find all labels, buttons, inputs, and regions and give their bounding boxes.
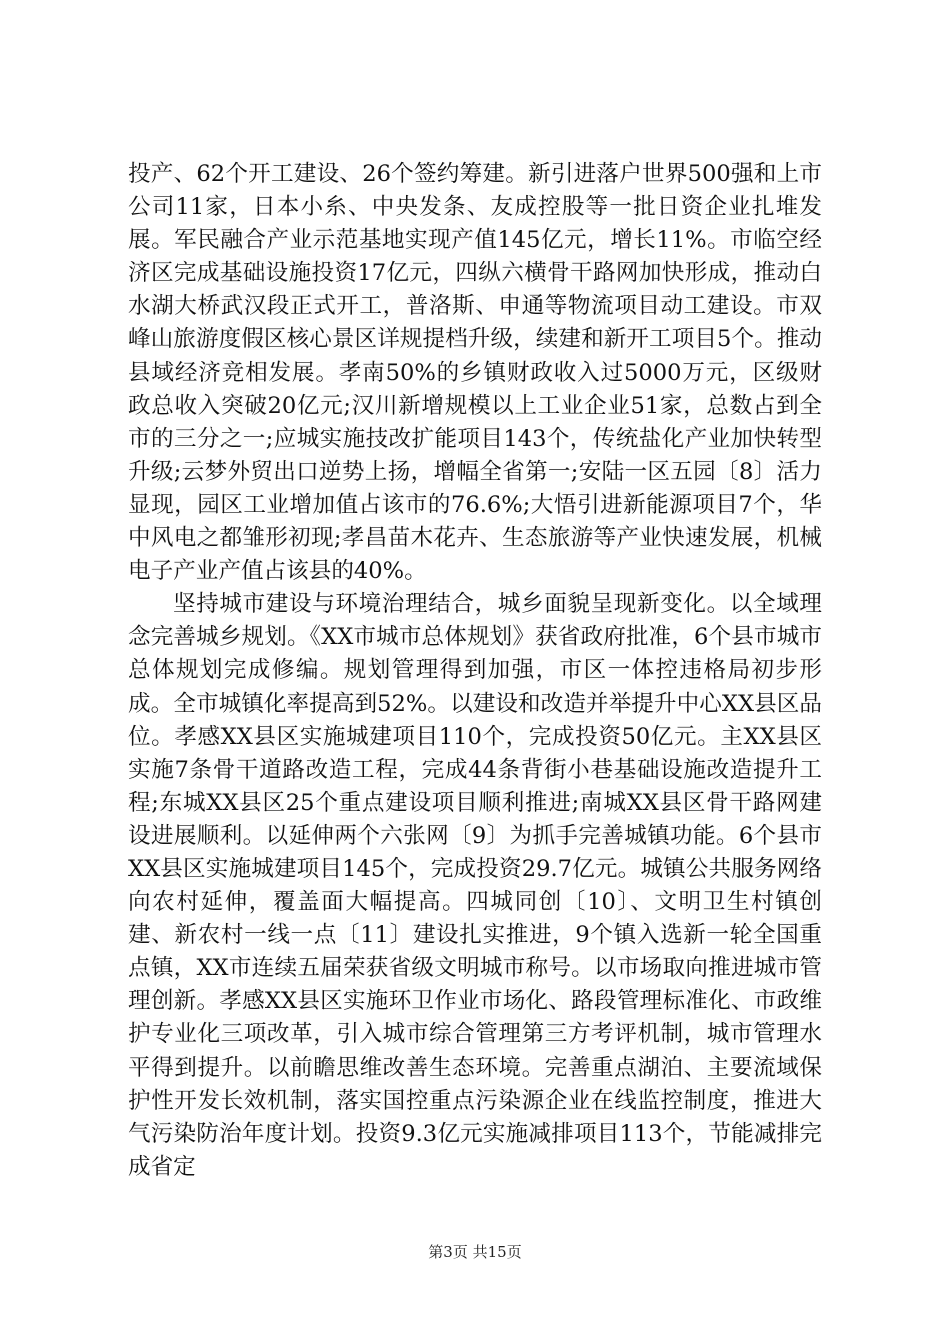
page-number-footer: 第3页 共15页 <box>428 1243 522 1261</box>
paragraph-urban-construction: 坚持城市建设与环境治理结合，城乡面貌呈现新变化。以全域理念完善城乡规划。《XX市城市总体规划》获省政府批准，6个县市城市总体规划完成修编。规划管理得到加强，市区一体控违格局初步形成。全市城镇化率提高到52%。以建设和改造并举提升中心XX县区品位。孝感XX县区实施城建项目110个，完成投资50亿元。主XX县区实施7条骨干道路改造工程，完成44条背街小巷基础设施改造提升工程;东城XX县区25个重点建设项目顺利推进;南城XX县区骨干路网建设进展顺利。以延伸两个六张网〔9〕为抓手完善城镇功能。6个县市XX县区实施城建项目145个，完成投资29.7亿元。城镇公共服务网络向农村延伸，覆盖面大幅提高。四城同创〔10〕、文明卫生村镇创建、新农村一线一点〔11〕建设扎实推进，9个镇入选新一轮全国重点镇，XX市连续五届荣获省级文明城市称号。以市场取向推进城市管理创新。孝感XX县区实施环卫作业市场化、路段管理标准化、市政维护专业化三项改革，引入城市综合管理第三方考评机制，城市管理水平得到提升。以前瞻思维改善生态环境。完善重点湖泊、主要流域保护性开发长效机制，落实国控重点污染源企业在线监控制度，推进大气污染防治年度计划。投资9.3亿元实施减排项目113个，节能减排完成省定 <box>128 591 822 1180</box>
paragraph-continued: 投产、62个开工建设、26个签约筹建。新引进落户世界500强和上市公司11家，日本小糸、中央发条、友成控股等一批日资企业扎堆发展。军民融合产业示范基地实现产值145亿元，增长11%。市临空经济区完成基础设施投资17亿元，四纵六横骨干路网加快形成，推动白水湖大桥武汉段正式开工，普洛斯、申通等物流项目动工建设。市双峰山旅游度假区核心景区详规提档升级，续建和新开工项目5个。推动县域经济竞相发展。孝南50%的乡镇财政收入过5000万元，区级财政总收入突破20亿元;汉川新增规模以上工业企业51家，总数占到全市的三分之一;应城实施技改扩能项目143个，传统盐化产业加快转型升级;云梦外贸出口逆势上扬，增幅全省第一;安陆一区五园〔8〕活力显现，园区工业增加值占该市的76.6%;大悟引进新能源项目7个，华中风电之都雏形初现;孝昌苗木花卉、生态旅游等产业快速发展，机械电子产业产值占该县的40%。 <box>128 161 822 585</box>
document-body <box>128 158 822 1184</box>
